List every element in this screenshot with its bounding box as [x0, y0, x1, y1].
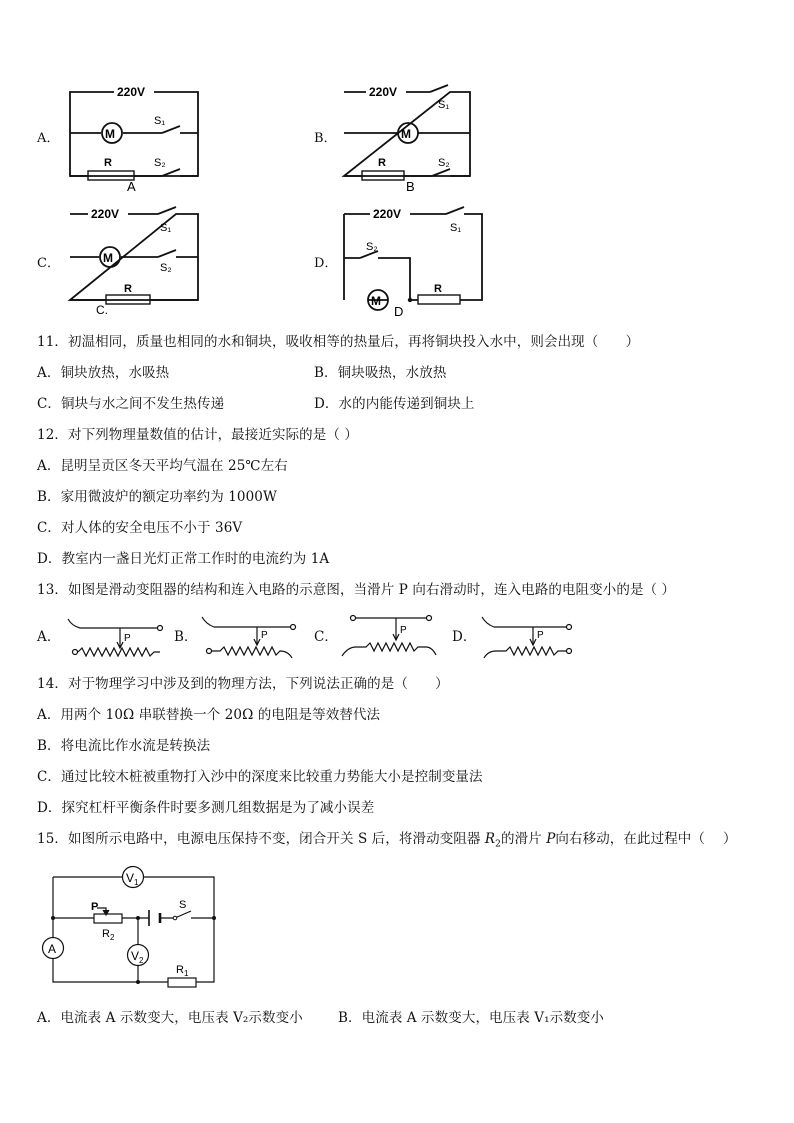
q15-ammeter-label: A [48, 942, 57, 956]
q10-c-caption: C. [96, 303, 108, 317]
q10-a-s1: S₁ [154, 115, 166, 127]
q15-r1-label: $R_1$ [176, 964, 189, 978]
q11-stem: 11．初温相同，质量也相同的水和铜块，吸收相等的热量后，再将铜块投入水中，则会出现（ ） [37, 334, 640, 350]
q15-r2-symbol: R [484, 831, 496, 847]
q13-option-d-letter[interactable]: D． [452, 629, 477, 645]
q10-d-voltage: 220V [373, 207, 402, 221]
q15-v1-label: $V_1$ [126, 871, 139, 887]
q10-b-resistor: R [378, 157, 386, 169]
q15-r2-subscript: 2 [495, 839, 501, 850]
q10-c-voltage: 220V [91, 207, 120, 221]
q12-option-d[interactable]: D．教室内一盏日光灯正常工作时的电流约为 1A [37, 551, 330, 567]
q15-stem-mid: 的滑片 [501, 831, 547, 847]
q15-stem-prefix: 15．如图所示电路中，电源电压保持不变，闭合开关 S 后，将滑动变阻器 [37, 831, 485, 847]
q10-d-resistor: R [434, 283, 442, 295]
q13-d-slider-label: P [537, 630, 544, 641]
q13-option-a-letter[interactable]: A． [37, 629, 61, 645]
q10-option-d-letter[interactable]: D． [314, 256, 338, 271]
q10-a-resistor: R [104, 157, 112, 169]
q13-option-b-letter[interactable]: B． [174, 629, 198, 645]
q14-stem: 14．对于物理学习中涉及到的物理方法，下列说法正确的是（ ） [37, 676, 449, 692]
q13-c-slider-label: P [400, 625, 407, 636]
q13-a-slider-label: P [124, 633, 131, 644]
q10-a-motor: M [105, 127, 115, 141]
q10-d-motor: M [371, 294, 381, 308]
q12-stem: 12．对下列物理量数值的估计，最接近实际的是（ ） [37, 427, 358, 443]
q15-r2-label: $R_2$ [102, 928, 115, 942]
q10-a-s2: S₂ [154, 157, 166, 169]
q15-switch-label: S [179, 899, 187, 911]
q13-stem: 13．如图是滑动变阻器的结构和连入电路的示意图，当滑片 P 向右滑动时，连入电路的电阻变小的是（ ） [37, 582, 676, 598]
q10-a-caption: A [127, 179, 136, 194]
q10-option-c-letter[interactable]: C． [37, 256, 61, 271]
q10-b-voltage: 220V [369, 85, 398, 99]
q12-option-c[interactable]: C．对人体的安全电压不小于 36V [37, 520, 243, 536]
q15-stem-suffix: 向右移动，在此过程中（ ） [555, 831, 737, 847]
q10-b-motor: M [401, 127, 411, 141]
q11-option-d[interactable]: D．水的内能传递到铜块上 [314, 396, 475, 412]
q14-option-c[interactable]: C．通过比较木桩被重物打入沙中的深度来比较重力势能大小是控制变量法 [37, 769, 483, 785]
q10-a-voltage: 220V [117, 85, 146, 99]
q10-c-s1: S₁ [160, 222, 172, 234]
q11-option-c[interactable]: C．铜块与水之间不发生热传递 [37, 396, 225, 412]
q15-option-b[interactable]: B．电流表 A 示数变大，电压表 V₁示数变小 [338, 1010, 605, 1026]
q14-option-b[interactable]: B．将电流比作水流是转换法 [37, 738, 211, 754]
q10-b-s1: S₁ [438, 99, 450, 111]
q13-option-c-letter[interactable]: C． [314, 629, 339, 645]
q10-c-s2: S₂ [160, 262, 172, 274]
q10-option-b-letter[interactable]: B． [314, 131, 337, 146]
q10-d-s1: S₁ [450, 222, 462, 234]
q11-option-b[interactable]: B．铜块吸热，水放热 [314, 365, 447, 381]
q14-option-d[interactable]: D．探究杠杆平衡条件时要多测几组数据是为了减小误差 [37, 800, 375, 816]
q12-option-b[interactable]: B．家用微波炉的额定功率约为 1000W [37, 489, 277, 505]
q10-d-caption: D [394, 304, 404, 319]
q15-p-symbol: P [546, 831, 556, 847]
q10-c-resistor: R [124, 283, 132, 295]
q10-d-s2: S₂ [366, 241, 378, 253]
q10-b-caption: B [406, 179, 415, 194]
q10-option-a-letter[interactable]: A． [37, 131, 60, 146]
q10-b-s2: S₂ [438, 157, 450, 169]
q11-option-a[interactable]: A．铜块放热，水吸热 [37, 365, 170, 381]
q15-p-label: P [91, 901, 99, 913]
q14-option-a[interactable]: A．用两个 10Ω 串联替换一个 20Ω 的电阻是等效替代法 [37, 707, 381, 723]
q10-c-motor: M [103, 251, 113, 265]
q12-option-a[interactable]: A．昆明呈贡区冬天平均气温在 25℃左右 [37, 458, 288, 474]
q13-b-slider-label: P [261, 630, 268, 641]
q15-option-a[interactable]: A．电流表 A 示数变大，电压表 V₂示数变小 [37, 1010, 303, 1026]
q15-v2-label: $V_2$ [131, 949, 144, 965]
